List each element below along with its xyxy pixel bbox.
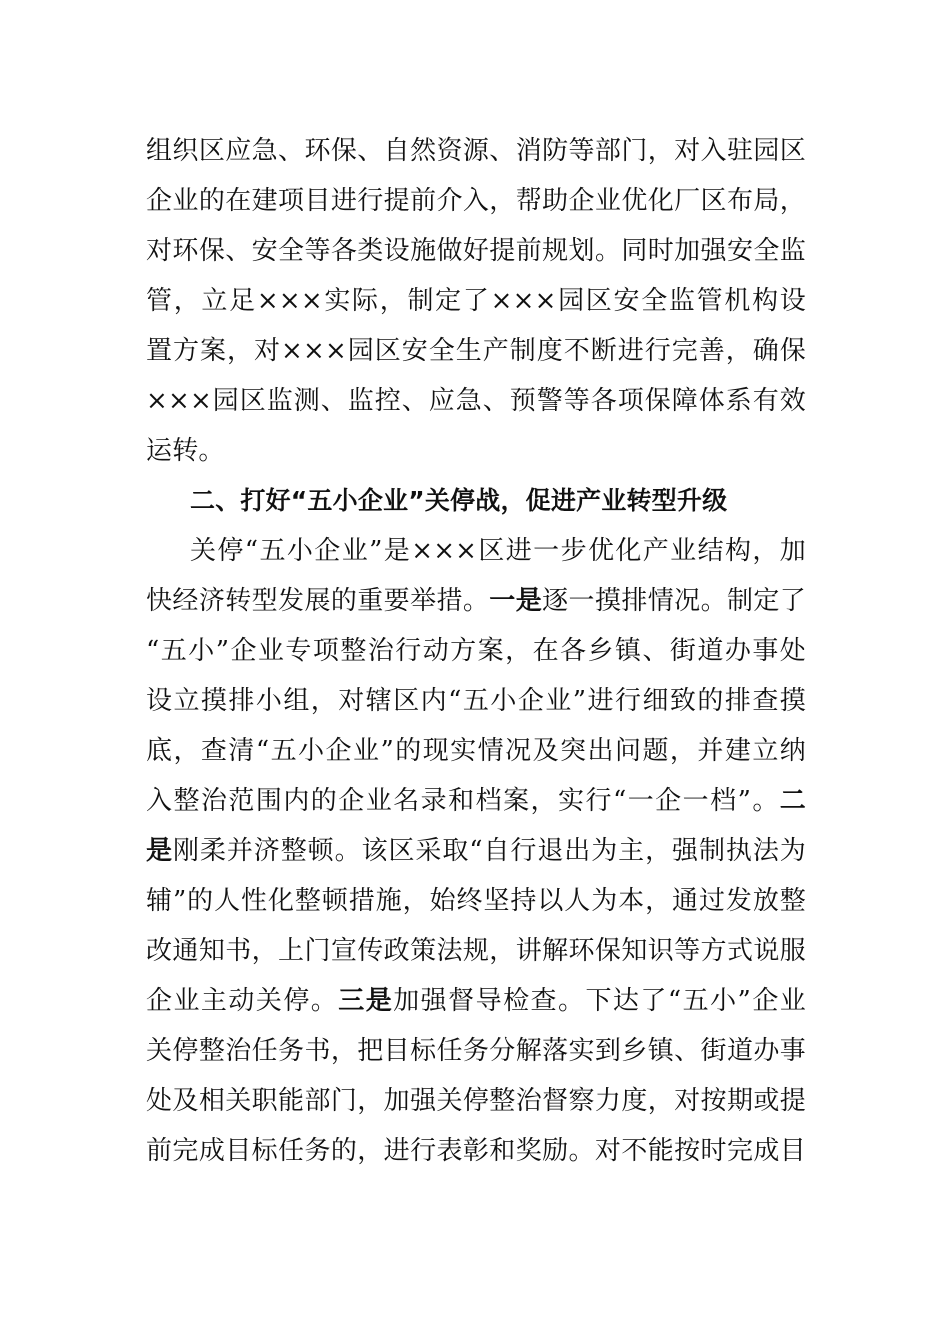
para1-line-7: 运转。	[146, 436, 225, 466]
emphasis-three: 三是	[338, 986, 394, 1016]
para2-line-4: 设立摸排小组，对辖区内“五小企业”进行细致的排查摸	[146, 686, 806, 716]
emphasis-two-b: 是	[146, 836, 173, 866]
para1-line-6: ×××园区监测、监控、应急、预警等各项保障体系有效	[146, 386, 806, 416]
para2-line-9: 改通知书，上门宣传政策法规，讲解环保知识等方式说服	[146, 936, 806, 966]
para1-line-3: 对环保、安全等各类设施做好提前规划。同时加强安全监	[146, 236, 806, 266]
para2-line-12: 处及相关职能部门，加强关停整治督察力度，对按期或提	[146, 1086, 806, 1116]
section-heading: 二、打好“五小企业”关停战，促进产业转型升级	[190, 486, 728, 515]
para2-line-8: 辅”的人性化整顿措施，始终坚持以人为本，通过发放整	[146, 886, 806, 916]
emphasis-two-a: 二	[779, 786, 806, 816]
para1-line-4: 管，立足×××实际，制定了×××园区安全监管机构设	[146, 286, 806, 316]
para2-line-6: 入整治范围内的企业名录和档案，实行“一企一档”。二	[146, 786, 806, 816]
para1-line-5: 置方案，对×××园区安全生产制度不断进行完善，确保	[146, 336, 806, 366]
para1-line-1: 组织区应急、环保、自然资源、消防等部门，对入驻园区	[146, 136, 806, 166]
para2-line-1: 关停“五小企业”是×××区进一步优化产业结构，加	[190, 536, 806, 566]
para2-line-2: 快经济转型发展的重要举措。一是逐一摸排情况。制定了	[146, 586, 806, 616]
emphasis-one: 一是	[489, 586, 543, 616]
para2-line-11: 关停整治任务书，把目标任务分解落实到乡镇、街道办事	[146, 1036, 806, 1066]
para2-line-13: 前完成目标任务的，进行表彰和奖励。对不能按时完成目	[146, 1136, 806, 1166]
para1-line-2: 企业的在建项目进行提前介入，帮助企业优化厂区布局，	[146, 186, 806, 216]
para2-line-7: 是刚柔并济整顿。该区采取“自行退出为主，强制执法为	[146, 836, 807, 866]
para2-line-3: “五小”企业专项整治行动方案，在各乡镇、街道办事处	[146, 636, 806, 666]
para2-line-10: 企业主动关停。三是加强督导检查。下达了“五小”企业	[146, 986, 806, 1016]
para2-line-5: 底，查清“五小企业”的现实情况及突出问题，并建立纳	[146, 736, 806, 766]
